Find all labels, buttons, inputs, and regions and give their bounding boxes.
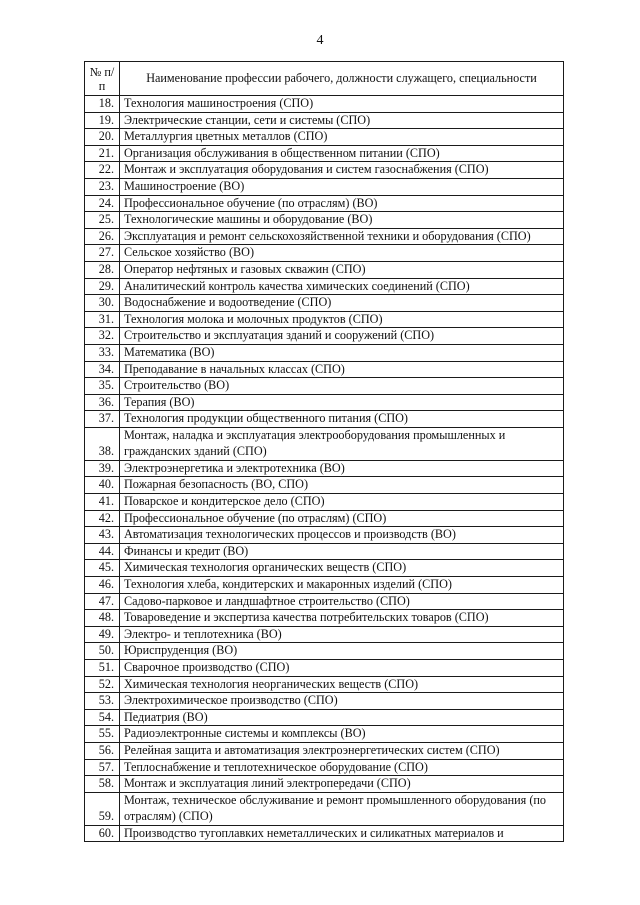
row-number: 36. [85,394,120,411]
row-number: 45. [85,560,120,577]
row-name: Технология продукции общественного питания (СПО) [120,411,564,428]
row-number: 43. [85,527,120,544]
row-number: 60. [85,825,120,842]
table-row [85,776,564,793]
row-number: 59. [85,792,120,825]
row-name: Технология машиностроения (СПО) [120,96,564,113]
row-name: Профессиональное обучение (по отраслям) (СПО) [120,510,564,527]
row-number: 37. [85,411,120,428]
row-number: 47. [85,593,120,610]
row-number: 57. [85,759,120,776]
row-number: 52. [85,676,120,693]
page-number: 4 [316,33,324,48]
row-number: 24. [85,195,120,212]
table-row [85,278,564,295]
table-row [85,660,564,677]
table-row [85,460,564,477]
table-row [85,626,564,643]
table-row [85,261,564,278]
row-number: 30. [85,295,120,312]
row-name: Строительство и эксплуатация зданий и сооружений (СПО) [120,328,564,345]
row-name: Технологические машины и оборудование (ВО) [120,212,564,229]
table-row [85,311,564,328]
table-row [85,112,564,129]
row-number: 21. [85,145,120,162]
table-row [85,693,564,710]
row-name: Химическая технология неорганических веществ (СПО) [120,676,564,693]
row-name: Электрохимическое производство (СПО) [120,693,564,710]
table-row [85,477,564,494]
table-row [85,394,564,411]
row-number: 33. [85,344,120,361]
row-number: 40. [85,477,120,494]
row-number: 51. [85,660,120,677]
row-number: 26. [85,228,120,245]
row-number: 54. [85,709,120,726]
table-row [85,527,564,544]
row-number: 38. [85,427,120,460]
row-number: 22. [85,162,120,179]
row-name: Электроэнергетика и электротехника (ВО) [120,460,564,477]
row-name: Профессиональное обучение (по отраслям) (ВО) [120,195,564,212]
row-name: Машиностроение (ВО) [120,178,564,195]
row-name: Юриспруденция (ВО) [120,643,564,660]
table-row [85,96,564,113]
table-header-row [85,62,564,96]
row-name: Оператор нефтяных и газовых скважин (СПО) [120,261,564,278]
table-row [85,610,564,627]
row-name: Строительство (ВО) [120,378,564,395]
column-header-name: Наименование профессии рабочего, должности служащего, специальности [120,62,564,96]
table-row [85,726,564,743]
row-number: 27. [85,245,120,262]
row-name: Автоматизация технологических процессов и производств (ВО) [120,527,564,544]
table-row [85,162,564,179]
row-number: 53. [85,693,120,710]
row-name: Электро- и теплотехника (ВО) [120,626,564,643]
row-name: Садово-парковое и ландшафтное строительство (СПО) [120,593,564,610]
row-number: 35. [85,378,120,395]
table-row [85,676,564,693]
row-number: 49. [85,626,120,643]
row-number: 29. [85,278,120,295]
table-row [85,577,564,594]
table-row [85,145,564,162]
table-row [85,378,564,395]
row-number: 18. [85,96,120,113]
table-row [85,295,564,312]
row-number: 34. [85,361,120,378]
row-name: Монтаж и эксплуатация оборудования и систем газоснабжения (СПО) [120,162,564,179]
row-name: Производство тугоплавких неметаллических и силикатных материалов и [120,825,564,842]
row-name: Педиатрия (ВО) [120,709,564,726]
table-row [85,759,564,776]
column-header-number: № п/п [85,62,120,96]
professions-table [84,61,564,842]
row-name: Математика (ВО) [120,344,564,361]
row-number: 28. [85,261,120,278]
row-name: Монтаж, техническое обслуживание и ремонт промышленного оборудования (по отраслям) (СПО) [120,792,564,825]
row-name: Водоснабжение и водоотведение (СПО) [120,295,564,312]
row-number: 25. [85,212,120,229]
row-name: Пожарная безопасность (ВО, СПО) [120,477,564,494]
row-number: 58. [85,776,120,793]
table-row [85,178,564,195]
row-number: 44. [85,543,120,560]
table-row [85,411,564,428]
row-name: Сельское хозяйство (ВО) [120,245,564,262]
row-number: 48. [85,610,120,627]
row-number: 23. [85,178,120,195]
row-name: Монтаж, наладка и эксплуатация электрооборудования промышленных и гражданских зданий (СПО) [120,427,564,460]
table-row [85,129,564,146]
table-row [85,593,564,610]
row-name: Аналитический контроль качества химических соединений (СПО) [120,278,564,295]
row-name: Преподавание в начальных классах (СПО) [120,361,564,378]
row-name: Электрические станции, сети и системы (СПО) [120,112,564,129]
table-row [85,228,564,245]
row-name: Организация обслуживания в общественном питании (СПО) [120,145,564,162]
table-row [85,245,564,262]
table-row [85,543,564,560]
table-row [85,643,564,660]
row-name: Сварочное производство (СПО) [120,660,564,677]
table-row [85,825,564,842]
table-row [85,560,564,577]
row-name: Металлургия цветных металлов (СПО) [120,129,564,146]
table-row [85,195,564,212]
row-number: 20. [85,129,120,146]
table-row [85,361,564,378]
table-row [85,510,564,527]
row-number: 56. [85,742,120,759]
table-row [85,427,564,460]
row-name: Терапия (ВО) [120,394,564,411]
row-number: 39. [85,460,120,477]
row-name: Технология молока и молочных продуктов (СПО) [120,311,564,328]
table-row [85,742,564,759]
row-name: Товароведение и экспертиза качества потребительских товаров (СПО) [120,610,564,627]
table-row [85,494,564,511]
row-name: Финансы и кредит (ВО) [120,543,564,560]
table-row [85,792,564,825]
row-name: Технология хлеба, кондитерских и макаронных изделий (СПО) [120,577,564,594]
row-number: 19. [85,112,120,129]
row-number: 42. [85,510,120,527]
row-name: Химическая технология органических веществ (СПО) [120,560,564,577]
row-number: 50. [85,643,120,660]
row-name: Поварское и кондитерское дело (СПО) [120,494,564,511]
row-number: 46. [85,577,120,594]
row-name: Эксплуатация и ремонт сельскохозяйственной техники и оборудования (СПО) [120,228,564,245]
table-row [85,328,564,345]
row-number: 32. [85,328,120,345]
row-number: 31. [85,311,120,328]
row-number: 41. [85,494,120,511]
row-name: Релейная защита и автоматизация электроэнергетических систем (СПО) [120,742,564,759]
row-number: 55. [85,726,120,743]
table-row [85,212,564,229]
row-name: Радиоэлектронные системы и комплексы (ВО) [120,726,564,743]
row-name: Монтаж и эксплуатация линий электропередачи (СПО) [120,776,564,793]
table-row [85,709,564,726]
row-name: Теплоснабжение и теплотехническое оборудование (СПО) [120,759,564,776]
table-row [85,344,564,361]
